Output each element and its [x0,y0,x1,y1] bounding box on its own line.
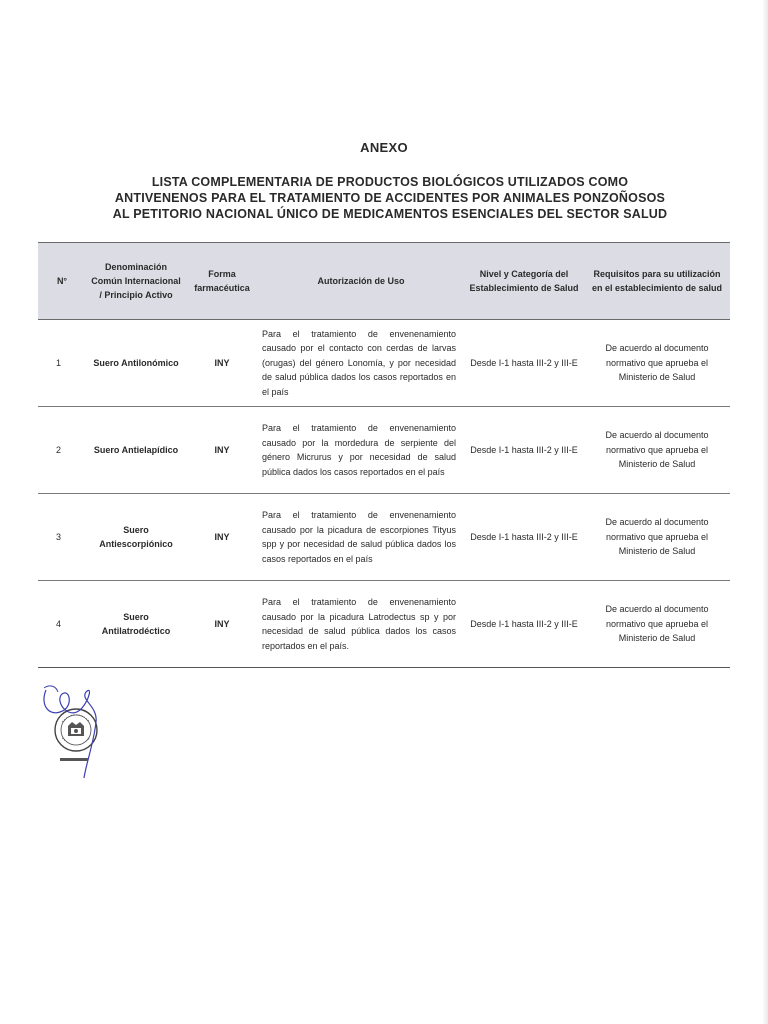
table-row [38,581,730,668]
row-number: 4 [38,581,86,668]
product-name: Suero Antilatrodéctico [86,581,186,668]
usage-requirements: De acuerdo al documento normativo que aprueba el Ministerio de Salud [584,407,730,494]
products-table-container [38,242,730,668]
column-header-denominacion: Denominación Común Internacional / Principio Activo [86,243,186,320]
column-header-forma: Forma farmacéutica [186,243,258,320]
document-title: LISTA COMPLEMENTARIA DE PRODUCTOS BIOLÓGICOS UTILIZADOS COMO ANTIVENENOS PARA EL TRATAMIENTO DE ACCIDENTES POR ANIMALES PONZOÑOSOS AL PETITORIO NACIONAL ÚNICO DE MEDICAMENTOS ESENCIALES DEL SECTOR SALUD [112,175,668,221]
pharmaceutical-form: INY [186,320,258,407]
usage-requirements: De acuerdo al documento normativo que aprueba el Ministerio de Salud [584,581,730,668]
facility-level: Desde I-1 hasta III-2 y III-E [464,494,584,581]
usage-requirements: De acuerdo al documento normativo que aprueba el Ministerio de Salud [584,320,730,407]
usage-authorization: Para el tratamiento de envenenamiento causado por el contacto con cerdas de larvas (orugas) del género Lonomía, y por necesidad de salud pública dados los casos reportados en el país [258,320,464,407]
products-table [38,242,730,668]
product-name: Suero Antielapídico [86,407,186,494]
signature-seal [40,682,130,782]
facility-level: Desde I-1 hasta III-2 y III-E [464,320,584,407]
column-header-autorizacion: Autorización de Uso [258,243,464,320]
usage-authorization: Para el tratamiento de envenenamiento causado por la mordedura de serpiente del género Micrurus y por necesidad de salud pública dados los casos reportados en el país [258,407,464,494]
annex-title: ANEXO [360,140,408,155]
table-row [38,494,730,581]
product-name: Suero Antilonómico [86,320,186,407]
row-number: 2 [38,407,86,494]
pharmaceutical-form: INY [186,581,258,668]
column-header-nivel: Nivel y Categoría del Establecimiento de Salud [464,243,584,320]
pharmaceutical-form: INY [186,494,258,581]
usage-authorization: Para el tratamiento de envenenamiento causado por la picadura de escorpiones Tityus spp y por necesidad de salud pública dados los casos reportados en el país [258,494,464,581]
row-number: 1 [38,320,86,407]
column-header-num: N° [38,243,86,320]
pharmaceutical-form: INY [186,407,258,494]
table-header-row [38,243,730,320]
table-row [38,407,730,494]
table-row [38,320,730,407]
usage-authorization: Para el tratamiento de envenenamiento causado por la picadura Latrodectus sp y por necesidad de salud pública dados los casos reportados en el país. [258,581,464,668]
product-name: Suero Antiescorpiónico [86,494,186,581]
facility-level: Desde I-1 hasta III-2 y III-E [464,581,584,668]
column-header-requisitos: Requisitos para su utilización en el establecimiento de salud [584,243,730,320]
usage-requirements: De acuerdo al documento normativo que aprueba el Ministerio de Salud [584,494,730,581]
facility-level: Desde I-1 hasta III-2 y III-E [464,407,584,494]
seal-icon [40,682,130,782]
row-number: 3 [38,494,86,581]
